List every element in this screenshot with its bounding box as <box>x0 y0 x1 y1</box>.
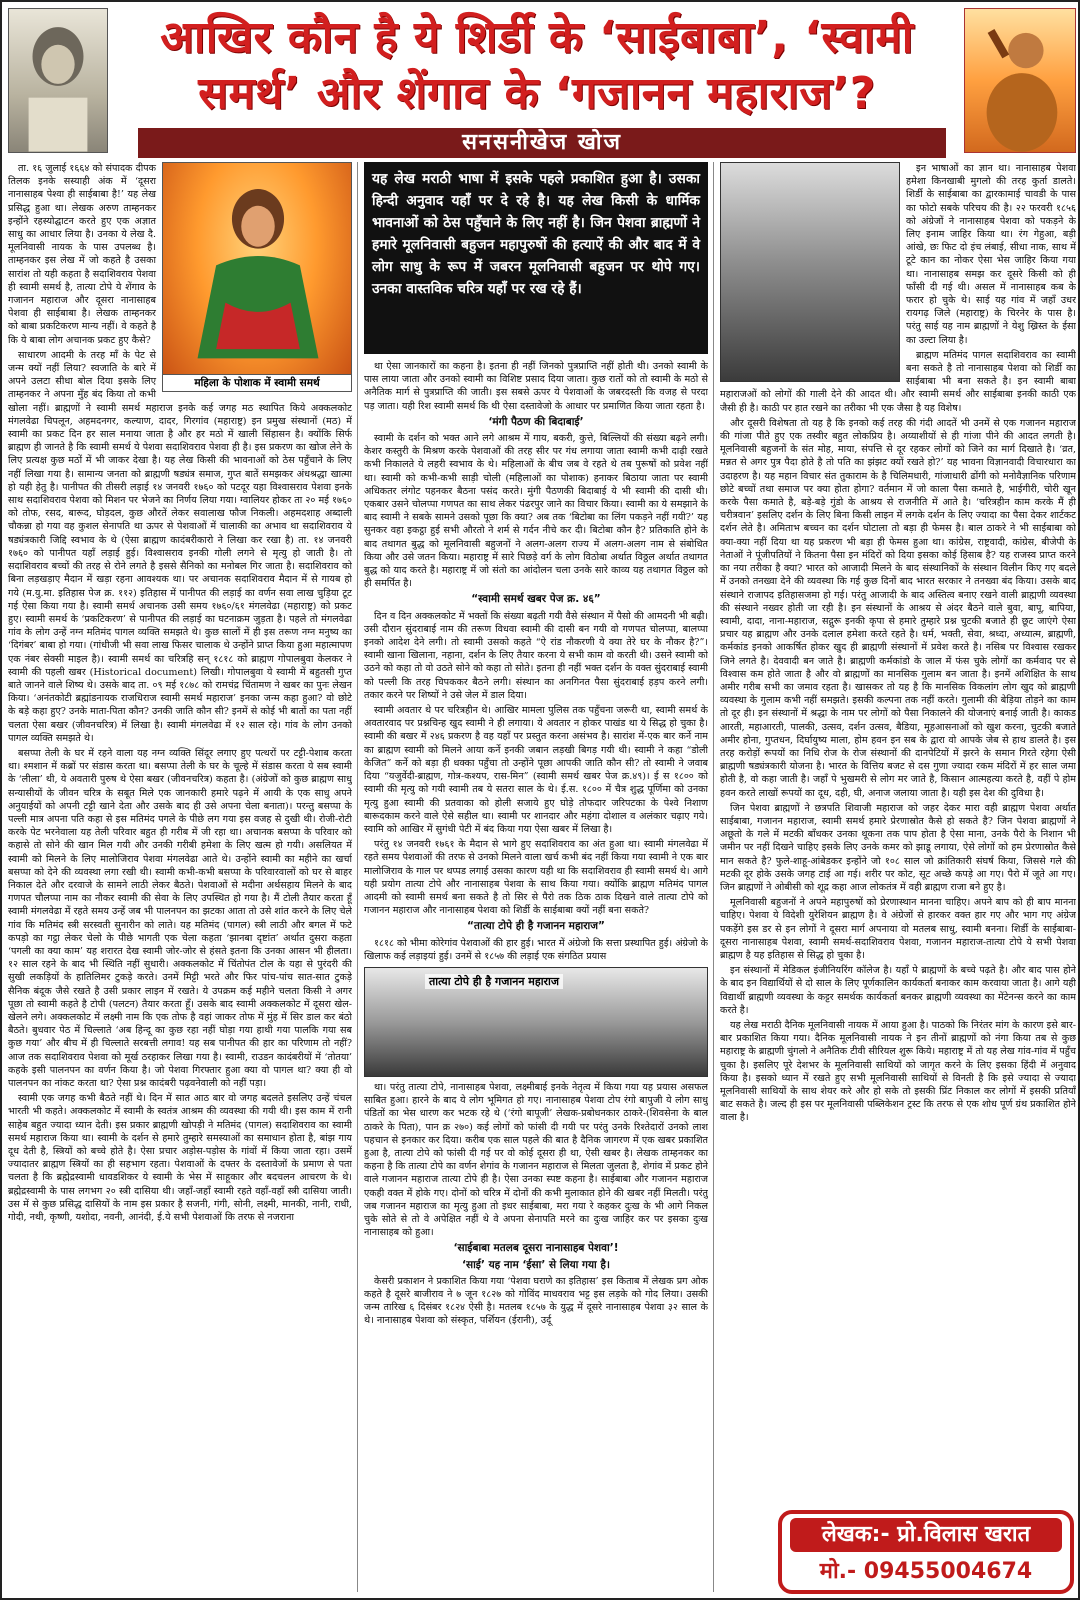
column-divider <box>713 162 714 1592</box>
paragraph: इन संस्थानों में मेडिकल इंजीनियरिंग कॉलेज है। यहाँ पे ब्राह्मणों के बच्चे पढ़ते है। और बाद पास होने के बाद इन विद्यार्थियों से दो साल के लिए पूर्णकालिन कार्यकर्ता बनाकर काम करवाया जाता है। आगे यही विद्यार्थी ब्राह्मणी व्यवस्था के कट्टर समर्थक कार्यकर्ता बनकर ब्राह्मणी व्यवस्था का मेंटेनन्स करने का काम करते है। <box>720 965 1076 1016</box>
paragraph: केसरी प्रकाशन ने प्रकाशित किया गया ‘पेशवा घराणे का इतिहास’ इस किताब में लेखक प्रग ओक कहते है दूसरे बाजीराव ने ७ जून १८२७ को गोविंद माधवराव भट्ट इस लड़के को गोद लिया। उसकी जन्म तारिख ६ दिसंबर १८२४ ऐसी है। मतलब १८५७ के युद्ध में दूसरे नानासाहब पेशवा ३२ साल के थे। नानासाहब पेशवा को संस्कृत, पर्शियन (ईरानी), उर्दू <box>364 1275 708 1327</box>
subheading: ‘मंगी पैठण की बिदाबाई’ <box>488 415 584 428</box>
paragraph: १८१८ को भीमा कोरेगांव पेशवाओं की हार हुई। भारत में अंग्रेजो कि सत्ता प्रस्थापित हुई। अंग्रेजो के खिलाफ कई लड़ाइयां हुई। उनमें से १८५७ की लड़ाई एक संगठित प्रयास <box>364 937 708 962</box>
swami-samarth-photo <box>162 162 352 392</box>
headline-line-1: आखिर कौन है ये शिर्डी के ‘साईबाबा’, ‘स्वामी <box>160 12 914 63</box>
paragraph: था ऐसा जानकारों का कहना है। इतना ही नहीं जिनको पुत्रप्राप्ति नहीं होती थी। उनको स्वामी के पास लाया जाता और उनको स्वामी का विशिष्ट प्रसाद दिया जाता। कुछ रातों को तो स्वामी के मठो से अनैतिक मार्ग से पुत्रप्राप्ति की जाती। इस सबसे ऊपर ये पेशवाओं के जबरदस्ती कि वजह से परदा पड़ जाता। यही रिश स्वामी समर्थ कि थी ऐसा दस्तावेजो के आधार पर प्रमाणित किया जाता रहता है। <box>364 361 708 412</box>
paragraph: ब्राह्मण मतिमंद पागल सदाशिवराव का स्वामी बना सकते है तो नानासाहब पेशवा को शिर्डी का साईबाबा भी बना सकते है। इन स्वामी बाबा महाराजओं को लोगों की गाली देने की आदत थी। और स्वामी समर्थ और साईबाबा इनकी काठी एक जैसी ही है। काठी पर हात रखने का तरीका भी एक जैसा है यह विशेष। <box>720 349 1076 414</box>
tatya-tope-photo <box>364 967 708 1077</box>
paragraph: दिन व दिन अक्कलकोट में भक्तों कि संख्या बढ़ती गयी वैसे संस्थान में पैसो की आमदनी भी बढ़ी। उसी दौरान सुंदराबाई नाम की तरूण विधवा स्वामी की दासी बन गयी वो गणपत चोलप्पा, बालप्पा इनको आदेश देने लगी। तो स्वामी उसको कहते “ऐ रांड नौकरणी ये क्या तेरे घर के नौकर है?”। स्वामी खाना खिलाना, नहाना, दर्शन के लिए तैयार करना ये सभी काम वो करती थी। उसने स्वामी को उठने को कहा तो वो उठते सोने को कहा तो सोते। इतना ही नहीं भक्त दर्शन के वक्त सुंदराबाई स्वामी को पल्ली कि तरह चिपककर बैठने लगी। संस्थान का अनगिनत पैसा सुंदराबाई हड़प करने लगी। तकार करने पर शिष्यों ने उसे जेल में डाल दिया। <box>364 610 708 701</box>
photo-caption: महिला के पोशाक में स्वामी समर्थ <box>163 374 351 391</box>
paragraph: बसप्पा तेली के घर में रहने वाला यह नग्न व्यक्ति सिंदूर लगाए हुए पत्थरों पर टट्टी-पेशाब करता था। श्मशान में कब्रों पर संडास करता था। बसप्पा तेली के घर के चूल्हे में संडास करता ये सब स्वामी के ‘लीला’ थी, ये अवतारी पुरुष थे ऐसा बखर (जीवनचरित्र) कहता है। (अंग्रेजों को कुछ ब्राह्मण साधु सन्यासीयों के जीवन चरित्र के सबूत मिले एक जानकारी हमारे पढ़ने में आयी के एक साधु अपने अनुयाईयों को अपनी टट्टी खाने देता और उसके बाद ही उसे अपना चेला बनाता)। परन्तु बसप्पा के पल्ली मात्र अपना पति कहा से इस मतिमंद पगले के पीछे लग गया इस वजह से दुखी थी। रोजी-रोटी करके पेट भरनेवाला यह तेली परिवार बहुत ही गरीब में जी रहा था। अचानक बसप्पा के परिवार को कहासे तो सोने की खान मिल गयी और उनकी गरीबी हमेशा के लिए खत्म हो गयी। असलियत में स्वामी को मिलने के लिए मालोजिराव पेशवा मंगलवेढा आते थे। उन्होंने स्वामी का महीने का खर्चा बसप्पा को देने की व्यवस्था लगा रखी थी। स्वामी कभी-कभी बसप्पा के परिवारवालों को घर से बाहर निकाल देते और दरवाजे के सामने लाठी लेकर बैठते। पेशवाओं से मदीना अर्थसहाय मिलने के बाद गणपत चौलप्पा नाम का नौकर स्वामी की सेवा के लिए उपस्थित हो गया है। मैं टोली तैयार करता हूँ स्वामी मंगलवेढा में रहते समय उन्हें जब भी पालनपन का झटका आता तो उसे शांत करने के लिए चेले गांव कि मतिमंद स्त्री सरस्वती सुनारीन को लाते। यह मतिमंद (पागल) स्त्री लाठी और बगल में फटे कपड़ो का गट्ठा लेकर चेलो के पीछे भागती एक चेला कहता ‘झानबा दृष्टांत’ अर्थात दुसरा कहता ‘पगली का क्या काम’ यह शरारत देख स्वामी जोर-जोर से हंसते इतना कि उनका आसन भी हीलता। १२ साल रहने के बाद भी स्थिति नहीं सुधारी। अक्कलकोट में चिंतोपंत टोल के यहा से पुरंदरी की सुखी लकड़ियों के हातिलिमर टुकड़े करते। उनमें मिट्टी भरते और फिर पांच-पांच सात-सात टुकड़े सैनिक बंदूक जैसे रखते है उसी प्रकार लाइन में रखते। ये उपक्रम कई महीने चलता किसी ने अगर पूछा तो स्वामी कहते है टोपी (पलटन) तैयार करता हूँ। उसके बाद स्वामी अक्कलकोट में दूसरा खेल-खेलने लगे। अक्कलकोट में लक्ष्मी नाम कि एक तोफ है वहां जाकर तोफ में मुंह में सिर डाल कर बंठो बैठते। बुधवार पेठ में चिल्लाते ‘अब हिन्दू का कुछ रहा नहीं घोड़ा गया हाथी गया पालकि गया सब कुछ गया’ और बीच में ही चिल्लाते सरबत्ती लगाव! यह सब पानीपत की हार का परिणाम तो नहीं? आज तक सदाशिवराव पेशवा को मूर्ख ठरहाकर लिखा गया है। स्वामी, राउडन कादंबरीयों में ‘तोतया’ कहके इसी पालनपन का वर्णन किया है। जो पेशवा गिरफ्तार हुआ क्या वो पागल था? क्या ही वो पालनपन का नांकट करता था? ऐसा प्रश्न कादंबरी पढ़वनेवाली को नहीं पड़ा। <box>8 747 352 1090</box>
author-phone: मो.- 09455004674 <box>819 1559 1033 1584</box>
headline-line-2: समर्थ’ और शेंगाव के ‘गजानन महाराज’? <box>198 68 876 119</box>
article-column-2 <box>364 162 708 1596</box>
paragraph: इन भाषाओं का ज्ञान था। नानासाहब पेशवा हमेशा किनखाबी मुगलो की तरह कुर्ता डालते। शिर्डी के साईबाबा का द्वारकामाई चावडी के पास का फोटो सबके परिचय की है। २२ फरवरी १८५६ को अंग्रेजों ने नानासाहब पेशवा को पकड़ने के लिए इनाम जाहिर किया था। रंग गेहुआ, बड़ी आंखे, छः फिट दो इंच लंबाई, सीधा नाक, साथ में टूटे कान का नोकर ऐसा भेस जाहिर किया गया था। नानासाहब समझ कर दूसरे किसी को ही फाँसी दी गई थी। असल में नानासाहब कब के फरार हो चुके थे। साई यह गांव में जहाँ उधर रायगढ़ जिले (महाराष्ट्र) के चिरनेर के पास है। परंतु साई यह नाम ब्राह्मणों ने येशु ख्रिस्त के ईसा का उल्टा लिया है। <box>906 163 1076 346</box>
subheading: “स्वामी समर्थ खबर पेज क्र. ४६” <box>471 593 601 606</box>
sai-baba-portrait-icon <box>9 9 107 152</box>
sai-baba-group-photo <box>720 162 900 382</box>
paragraph: था। परंतु तात्या टोपे, नानासाहब पेशवा, लक्ष्मीबाई इनके नेतृत्व में किया गया यह प्रयास असफल साबित हुआ। हारने के बाद ये लोग भूमिगत हो गए। नानासाहब पेशवा टोप रंगो बापुजी ये लोग साधु पंडितों का भेस धारण कर भटक रहे थे (‘रंगो बापूजी’ लेखक-प्रबोधनकार ठाकरे-(शिवसेना के बाल ठाकरे के पिता), पान क्र २७०) कई लोगों को फांसी दी गयी पर परंतु उनके रिश्तेदारों उनको लाश पहचान से इनकार कर दिया। करीब एक साल पहले की बात है दैनिक जागरण में एक खबर प्रकाशित हुआ है, तात्या टोपे को फांसी दी गई पर वो कोई दूसरा ही था, ऐसी खबर है। लेखक ताम्हनकर का कहना है कि तात्या टोपे का वर्णन शेगांव के गजानन महाराज से मिलता जुलता है, शेगांव में प्रकट होने वाले गजानन महाराज तात्या टोपे ही है। ऐसा उनका स्पष्ट कहना है। साईबाबा और गजानन महाराज एकही वक्त में होके गए। दोनों को चरित्र में दोनों की कभी मुलाकात होने की खबर नहीं मिलती। परंतु जब गजानन महाराज का मृत्यु हुआ तो इधर साईबाबा, मरा गया रे कहकर दुःख के भी आगे निकल चुके सोते से तो वे अपेक्षित नहीं थे वे अपना सेनापति मरने का दुःख जाहिर कर पर इसका दुःख नानासाहब को हुआ। <box>364 1081 708 1239</box>
author-box <box>778 1510 1074 1594</box>
subheading: ‘साईबाबा मतलब दूसरा नानासाहब पेशवा’! <box>453 1242 619 1255</box>
paragraph: और दूसरी विशेषता तो यह है कि इनको कई तरह की गंदी आदतें भी उनमें से एक गजानन महाराज की गांजा पीते हुए एक तस्वीर बहुत लोकप्रिय है। अय्याशीयों से ही गांजा पीने की आदत लगती है। मूलनिवासी बहुजनों के संत मोह, माया, संपत्ति से दूर रहकर लोगों को जिने का मार्ग दिखाते है। ‘व्रत, मन्नत से अगर पुत्र पैदा होते है तो पति का झंझट क्यों रखते हो?’ यह भावना विज्ञानवादी विचारधारा का उदाहरण है। यह महान विचार संत तुकाराम के है चिलिमधारी, गांजाधारी ढोंगी को मनोवैज्ञानिक परिणाम छोटे बच्चों तथा समाज पर क्या होता होगा? वर्तमान में जो काला पैसा कमाते है, भाईगीरी, चोरी खून करके पैसा कमाते है, बड़े-बड़े गुंडो के आश्रय से राजनीति में आते है। ‘चरित्रहीन काम करके मैं ही चरीत्रवान’ इसलिए दर्शन के लिए बिना किसी लाइन में लगके दर्शन के लिए ज्यादा का पैसा देकर शार्टकट दर्शन लेते है। अमिताभ बच्चन का दर्शन घोटाला तो बड़ा ही फेमस है। बाल ठाकरे ने भी साईबाबा को क्या-क्या नहीं दिया था यह प्रकरण भी बड़ा ही फेमस हुआ था। कांग्रेस, राष्ट्रवादी, कांग्रेस, बीजेपी के नेताओं ने पूंजीपतियों ने कितना पैसा इन मंदिरों को दिया इसका कोई हिसाब है? यह राजस्व प्राप्त करने का नया तरीका है क्या? भारत को आजादी मिलने के बाद संस्थानिकों के संस्थान विलीन किए गए बदले में उनको तनख्वा देने की व्यवस्था कि गई कुछ दिनों बाद भारत सरकार ने तनख्वा बंद किया। उसके बाद संस्थाने राजापद इतिहासजमा हो गई। परंतु आजादी के बाद अस्तित्व बनाए रखने वाली ब्राह्मणी व्यवस्था की संस्थाने नख्वर होती जा रही है। इन संस्थानों के आश्रय से अंदर बैठने वाले बुवा, बापू, बापिया, स्वामी, दादा, नाना-महाराज, सद्गुरू इनकी कृपा से हमारे तुम्हारे प्रश्न चुटकी बजाते ही छूट जाएंगे ऐसा प्रचार यह ब्राह्मण और उनके दलाल हमेशा करते रहते है। धर्म, भक्ती, सेवा, श्रध्दा, अध्यात्म, ब्राह्मणी, कर्मकांड इनको आकर्षित होकर खुद ही ब्राह्मणी संस्थानों में प्रवेश करते है। नसिब पर विश्वास रखकर जिने लगते है। देववादी बन जाते है। ब्राह्मणी कर्मकांडो के जाल में फंस चुके लोगों का कर्मवाद पर से विश्वास कम होते जाता है और वो ब्राह्मणों का मानसिक गुलाम बन जाता है। इनमें अशिक्षित के साथ अमीर गरीब सभी का जमाव रहता है। खासकर तो यह है कि मानसिक विकलांग लोग खुद को ब्राह्मणी व्यवस्था के गुलाम कभी नहीं समझते। इसकी कल्पना तक नहीं करते। गुलामी की बेड़िया तोड़ने का काम तो दूर ही। इन संस्थानों में श्रद्धा के नाम पर लोगों को पैसा निकालने की योजनाएं बनाई जाती है। काकड आरती, महाआरती, पालकी, उत्सव, दर्शन उत्सव, बैडिया, मूहआसनाओं को खुश करना, चुटकी बजाते अमीर होना, गुप्तधन, दिर्घायुष्य माला, होम हवन इन सब के द्वारा वो आपके जेब से हाथ डालते है। इस तरह करोड़ों रूपयों का निधि रोज के रोज संस्थानों की दानपेटियों में झरने के समान गिरते रहेगा ऐसी ब्राह्मणी षड्यंत्रकारी योजना है। भारत के वित्तिय बजट से दस गुणा ज्यादा रकम मंदिरों में हर साल जमा होती है, वो कहा जाती है। जहाँ पे भुखमरी से लोग मर जाते है, किसान आत्महत्या करते है, वहीं पे होम हवन करते लाखों रूपयों का दूध, दही, घी, अनाज जलाया जाता है। यही इस देश की दुविधा है। <box>720 417 1076 799</box>
gajanan-maharaj-photo <box>964 8 1076 153</box>
paragraph: परंतु १४ जनवरी १७६१ के मैदान से भागे हुए सदाशिवराव का अंत हुआ था। स्वामी मंगलवेढा में रहते समय पेशवाओं की तरफ से उनको मिलने वाला खर्च कभी बंद नहीं किया गया स्वामी ने एक बार मालोजिराव के गाल पर थप्पड लगाई उसका कारण यही था कि सदाशिवराव ही स्वामी समर्थ थे। आगे यही प्रयोग तात्या टोपे और नानासाहब पेशवा के साथ किया गया। क्योंकि ब्राह्मण मतिमंद पागल आदमी को स्वामी समर्थ बना सकते है तो सिर से पैरो तक ठिक ठाक दिखने वाले तात्या टोपे को गजानन महाराज और नानासाहब पेशवा को शिर्डी के साईबाबा क्यों नहीं बना सकते? <box>364 839 708 917</box>
paragraph: साधारण आदमी के तरह माँ के पेट से जन्म क्यों नहीं लिया? स्वजाति के बारे में अपने उलटा सीधा बोल दिया इसके लिए ताम्हनकर ने अपना मुँह बंद किया तो कभी खोला नहीं। ब्राह्मणों ने स्वामी समर्थ महाराज इनके कई जगह मठ स्थापित किये अक्कलकोट मंगलवेढा चिपलून, अहमदनगर, कल्याण, दादर, गिरगांव (महाराष्ट्र) इन प्रमुख संस्थानों (मठ) में स्वामी का प्रकट दिन हर साल मनाया जाता है और हर मठो में खाली सिंहासन है। क्योंकि सिर्फ ब्राह्मण ही जानते है कि स्वामी समर्थ ये पेशवा सदाशिवराव पेशवा ही है। इस प्रकरण का खोज लेने के लिए प्रत्यक्ष कुछ मठों में भी जाकर देखा है। यह लेख किसी की भावनाओं को ठेस पहुँचाने के लिए नहीं लिखा गया है। सामान्य जनता को ब्राह्मणी षड्यंत्र समाज, गुप्त बातें समझकर अंधश्रद्धा खात्मा हो यही हेतु है। पानीपत की तीसरी लड़ाई १४ जनवरी १७६० को पटदूर यहा विश्वासराव पेशवा इनके साथ सदाशिवराव पेशवा को मिशन पर भेजने का निर्णय लिया गया। ग्वालियर होकर ता २० मई १७६० को तोफ, रसद, बारूद, घोड़दल, कुछ औरतें लेकर सवालाख फौज निकली। अहमदशाह अब्दाली चौकन्ना हो गया वह कुशल सेनापति था ऊपर से पेशवाओं में चालाकी का अभाव था सदाशिवराव ये षड्यंत्रकारी जिद्दि स्वभाव के थे (ऐसा ब्राह्मण कादंबरीकारो ने लिखा कर रखा है) ता. १४ जनवरी १७६० को पानीपत यहाँ लड़ाई हुई। विश्वासराव इनकी गोली लगने से मृत्यु हो जाती है। तो सदाशिवराव बच्चों की तरह से रोने लगते है इससे सैनिको का मनोबल गिर जाता है। सदाशिवराव को बिना लड़खड़ाए मैदान में खड़ा रहना आवश्यक था। पर अचानक सदाशिवराव मैदान में से गायब हो गये (म.यु.मा. इतिहास पेज क्र. ११२) इतिहास में पानीपत की लड़ाई का वर्णन सवा लाख चुड़िया टूट गई ऐसा किया गया है। स्वामी समर्थ अचानक उसी समय १७६०/६१ मंगलवेढा (महाराष्ट्र) को प्रकट हुए। स्वामी समर्थ के ‘प्रकटिकरण’ से पानीपत की लड़ाई का घटनाक्रम जुड़ता है। पहले तो मंगलवेढा गांव के लोग उन्हें नग्न मतिमंद पागल व्यक्ति समझते थे। कुछ सालों में ही इस तरूण नग्न मनुष्य का ‘दिगंबर’ बाबा हो गया। (गांधीजी भी सवा लाख फिसर चालाक थे उन्होंने प्राप्त किया हुआ महात्मापण एक नंबर सेक्सी माइल है)। स्वामी समर्थ का चरित्रहि सन् १८१८ को ब्राह्मण गोपालबुवा केलकर ने स्वामी की पहली खबर (Historical document) लिखी। गोपालबुवा ये स्वामी में बहुतसी गुप्त बाते जानने वाले शिष्य थे। उसके बाद ता. ०९ मई १८७८ को रामचंद्र चिंतामण ने खबर का पुनः लेखन किया। ‘अनंतकोटी ब्रह्मांडनायक राजधिराज स्वामी समर्थ महाराज’ इनका जन्म कहा हुआ? वो छोटे के बड़े कहा हुए? उनके माता-पिता कौन? उनकी जाति कौन सी? इनमें से कोई भी बातों का पता नहीं चलता ऐसा बखर (जीवनचरित्र) में लिखा है। स्वामी मंगलवेढा में १२ साल रहे। गांव के लोग उनको पागल व्यक्ति समझते थे। <box>8 349 352 744</box>
article-column-3 <box>720 162 1076 1424</box>
paragraph: मूलनिवासी बहुजनों ने अपने महापुरुषों को प्रेरणास्थान मानना चाहिए। अपने बाप को ही बाप मानना चाहिए। पेशवा ये विदेशी युरेशियन ब्राह्मण है। वे अंग्रेजों से हारकर वक्त हार गए और भाग गए अंग्रेज पकड़ेंगे इस डर से इन लोगों ने दूसरा मार्ग अपनाया वो मतलब साधु, स्वामी बनना। शिर्डी के साईबाबा-दूसरा नानासाहब पेशवा, स्वामी समर्थ-सदाशिवराव पेशवा, गजानन महाराज-तात्या टोपे ये सभी पेशवा ब्राह्मण है यह इतिहास से सिद्ध हो चुका है। <box>720 897 1076 961</box>
column-divider <box>357 162 358 1592</box>
gajanan-maharaj-portrait-icon <box>965 9 1075 152</box>
header <box>2 2 1080 160</box>
swami-samarth-figure-icon <box>163 163 352 377</box>
paragraph: यह लेख मराठी दैनिक मूलनिवासी नायक में आया हुआ है। पाठको कि निरंतर मांग के कारण इसे बार-बार प्रकाशित किया गया। दैनिक मूलनिवासी नायक ने इन तीनों ब्राह्मणों को नंगा किया तब से कुछ महाराष्ट्र के ब्राह्मणी चुंगलो ने अनैतिक टीवी सीरियल शुरू किये। महाराष्ट्र में तो यह लेख गांव-गांव में पहुँच चुका है। इसलिए पूरे देशभर के मूलनिवासी साथियों को जागृत करने के लिए इसका हिंदी में अनुवाद किया है। इसको ध्यान में रखते हुए सभी मूलनिवासी साथियों से विनती है कि इसे ज्यादा से ज्यादा मूलनिवासी साथियों के साथ शेयर करे और हो सके तो इसकी प्रिंट निकाल कर लोगों में इसकी प्रतियाँ बाट सकते है। जल्द ही इस पर मूलनिवासी पब्लिकेशन ट्रस्ट कि तरफ से एक शोध पूर्ण ग्रंथ प्रकाशित होने वाला है। <box>720 1020 1076 1124</box>
sai-baba-photo <box>8 8 108 153</box>
paragraph: स्वामी अवतार थे पर चरित्रहीन थे। आखिर मामला पुलिस तक पहुँचना जरूरी था, स्वामी समर्थ के अवतारवाद पर प्रश्नचिन्ह खुद स्वामी ने ही लगाया। ये अवतार न होकर पाखंड था ये सिद्ध हो चुका है। स्वामी की बखर में २४६ प्रकरण है वह यहाँ पर प्रस्तुत करना असंभव है। सारांश में-एक बार कर्ने नाम का ब्राह्मण स्वामी को मिलने आया कर्ने इनकी जबान लड़खी बिगड़ गयी थी। स्वामी ने कहा “डोली केजित” कर्ने को बड़ा ही धक्का पहुँचा तो उन्होंने पूछा आपकी जाति कौन सी? तो स्वामी ने जवाब दिया “यजुर्वेदी-ब्राह्मण, गोत्र-कश्यप, रास-मिन” (स्वामी समर्थ खबर पेज क्र.४९)। ई स १८०० को स्वामी की मृत्यु को गयी स्वामी तब ये सतरा साल के थे। ई.स. १८०० में चैत्र शुद्ध पूर्णिमा को उनका मृत्यु हुआ स्वामी की प्रतवाका को होली सजाये हुए घोड़े तोफदार जरिपटका के पेश्वे निशाण बारूदकाम करने वाले ऐसे सहील था। स्वामी पर शानदार और महंगा दोशाल व अलंकार चढ़ाए गये। स्वामि को आखिर में सुगंधी पेटी में बंद किया गया ऐसा खबर में लिखा है। <box>364 705 708 835</box>
intro-box: यह लेख मराठी भाषा में इसके पहले प्रकाशित हुआ है। उसका हिन्दी अनुवाद यहाँ पर दे रहे है। यह लेख किसी के धार्मिक भावनाओं को ठेस पहुँचाने के लिए नहीं है। जिन पेशवा ब्राह्मणों ने हमारे मूलनिवासी बहुजन महापुरुषों की हत्याऐं की और बाद में वे लोग साधु के रूप में जबरन मूलनिवासी बहुजन पर थोपे गए। उनका वास्तविक चरित्र यहाँ पर रख रहे हैं। <box>364 162 708 354</box>
article-column-1 <box>8 162 352 1596</box>
author-name: लेखक:- प्रो.विलास खरात <box>790 1518 1062 1552</box>
headline <box>114 10 960 122</box>
paragraph: स्वामी एक जगह कभी बैठते नहीं थे। दिन में सात आठ बार वो जगह बदलते इसलिए उन्हें चंचल भारती भी कहते। अक्कलकोट में स्वामी के स्वतंत्र आश्रम की व्यवस्था की गयी थी। इस काम में रानी साहेब बहुत ज्यादा ध्यान देती। इस प्रकार ब्राह्मणी खोपड़ी ने मतिमंद (पागल) सदाशिवराव का स्वामी समर्थ महाराज किया था। स्वामी के दर्शन से हमारे तुम्हारे समस्याओं का समाधान होता है, बांझ गाय दूध देती है, स्त्रियों को बच्चे होते है। ऐसा प्रचार अड़ोस-पड़ोस के गांवों में किया जाता रहा। उसमें ज्यादातर ब्राह्मण स्त्रियों का ही सहभाग रहता। पेशवाओं के दफ्तर के दस्तावेजों के प्रमाण से पता चलता है कि ब्रह्मेद्रस्वामी धावडशिकर ये स्वामी के भेस में साहूकार और बदचलन आचरण के थे। ब्रह्मेद्रस्वामी के पास लगभग २० स्त्री दासिया थी। जहाँ-जहाँ स्वामी रहते वहाँ-वहाँ स्त्री दासिया जाती। उस में से कुछ प्रसिद्ध दासियों के नाम इस प्रकार है सजनी, गंगी, सोनी, लक्ष्मी, मानकी, नानी, राधी, गोदी, नथी, कृष्णी, यशोदा, नवनी, आनंदी, ई.ये सभी पेशवाओं कि तरफ से नजराना <box>8 1093 352 1224</box>
paragraph: स्वामी के दर्शन को भक्त आने लगे आश्रम में गाय, बकरी, कुत्ते, बिल्लियों की संख्या बढ़ने लगी। केशर कस्तुरी के मिश्रण करके पेशवाओं की तरह सीर पर गंध लगाया जाता स्वामी कभी दाढ़ी रखते कभी निकालते ये लहरी स्वभाव के थे। महिलाओं के बीच जब वे रहते थे तब पुरूषों को प्रवेश नहीं था। स्वामी को कभी-कभी साड़ी चोली (महिलाओं का पोशाक) हनाकर बिठाया जाता पर स्वामी अधिकतर लंगोट पहनकर बैठना पसंद करते। मुंगी पैठणकी बिदाबाई ये भी स्वामी की दासी थी। एकबार उसने चोलप्पा गणपत का साथ लेकर पंढरपुर जाने का विचार किया। स्वामी का ये समझाने के बाद स्वामी ने सबके सामने उसको पूछा कि क्या? अब तक ‘बिटोबा का लिंग पकड़ने नहीं गयी?’ यह सुनकर वहा इकट्ठा हुई सभी औरतो ने शर्म से गर्दन नीचे कर दी। बिटोबा कौन है? प्रतिकाति होने के बाद तथागत बुद्ध को मूलनिवासी बहुजनों ने अलग-अलग राज्य में अलग-अलग नाम से संबोधित किया और उसे जतन किया। महाराष्ट्र में सारे पिछड़े वर्ग के लोग विठोबा अर्थात विठ्ठल अर्थात तथागत बुद्ध को याद करते है। महाराष्ट्र में जो संतो का आंदोलन चला उनके सारे काव्य यह तथागत विठ्ठल को ही समर्पित है। <box>364 433 708 590</box>
subheading: ‘साई’ यह नाम ‘ईसा’ से लिया गया है। <box>461 1258 610 1271</box>
paragraph: ता. १६ जुलाई १६६४ को संपादक दीपक तिलक इनके सस्याही अंक में ‘दूसरा नानासाहब पेश्वा ही साईबाबा है!’ यह लेख प्रसिद्ध हुआ था। लेखक अरुण ताम्हनकर इन्होंने रहस्योद्घाटन करते हुए एक अज्ञात साधु का आधार लिया है। उनका ये लेख दै. मूलनिवासी नायक के पास उपलब्ध है। ताम्हनकर इस लेख में जो कहते है उसका सारांश तो यही कहता है सदाशिवराव पेशवा ही स्वामी समर्थ है, तात्या टोपे ये शेंगाव के गजानन महाराज और दूसरा नानासाहब पेशवा ही साईबाबा है। लेखक ताम्हनकर को बाबा प्रकटिकरण मान्य नहीं। वे कहते है कि ये बाबा लोग अचानक प्रकट हुए कैसे? <box>8 163 156 346</box>
section-banner: सनसनीखेज खोज <box>138 128 946 158</box>
paragraph: जिन पेशवा ब्राह्मणों ने छत्रपति शिवाजी महाराज को जहर देकर मारा वही ब्राह्मण पेशवा अर्थात साईबाबा, गजानन महाराज, स्वामी समर्थ हमारे प्रेरणास्रोत कैसे हो सकते है? जिन पेशवा ब्राह्मणों ने अछूतो के गले में मटकी बाँधकर उनका थूकना तक पाप होता है ऐसा माना, उनके पैरो के निशान भी जमीन पर नहीं दिखने चाहिए इसके लिए उनके कमर को झाडू लगाया, ऐसे लोगों को हम प्रेरणास्रोत कैसे मान सकते है? फुले-शाहू-आंबेडकर इन्होंने जो १०८ साल जो क्रांतिकारी संघर्ष किया, जिससे गले की मटकी दूर होके उसके जगह टाई आ गई। शरीर पर कोट, सूट अच्छे कपड़े आ गए। पैरो में जूते आ गए। जिन ब्राह्मणों ने ओबीसी को शूद्र कहा आज लोकतंत्र में वही ब्राह्मण राजा बने हुए है। <box>720 802 1076 893</box>
photo-caption: तात्या टोपे ही है गजानन महाराज <box>425 974 563 989</box>
subheading: “तात्या टोपे ही है गजानन महाराज” <box>467 920 605 933</box>
